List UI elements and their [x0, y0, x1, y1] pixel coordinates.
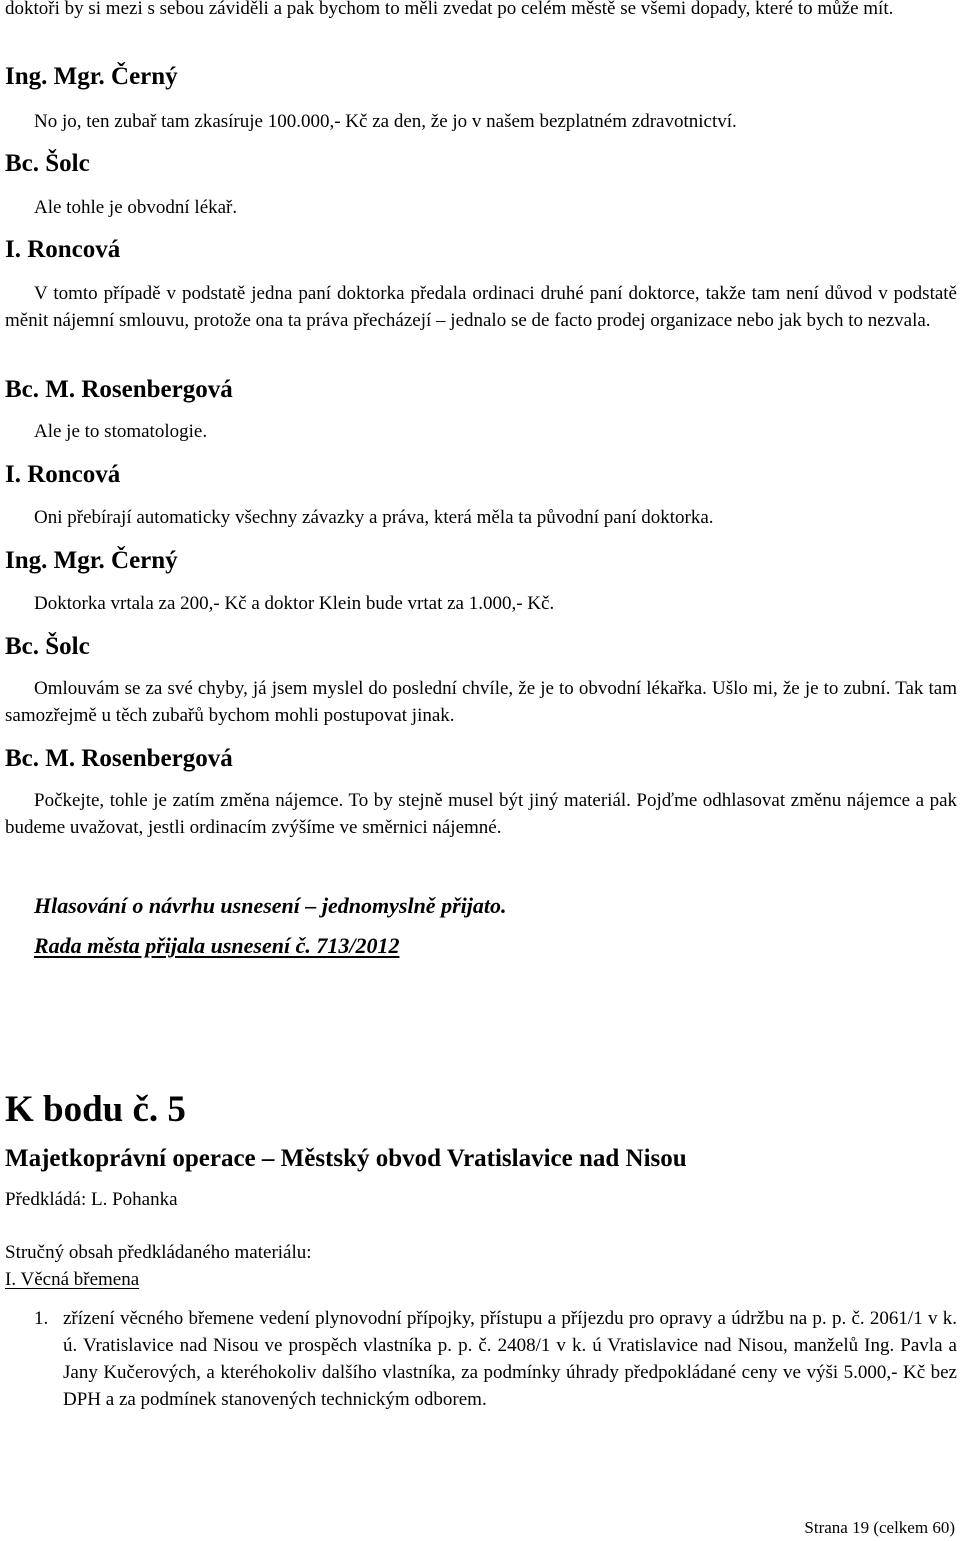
agenda-point-heading: K bodu č. 5 [5, 1089, 186, 1130]
speech-text: Počkejte, tohle je zatím změna nájemce. To by stejně musel být jiný materiál. Pojďme odhlasovat změnu nájemce a pak budeme uvažovat, jestli ordinacím zvýšíme ve směrnici nájemné. [5, 790, 957, 838]
list-item-number: 1. [34, 1308, 49, 1329]
presenter: Předkládá: L. Pohanka [5, 1189, 178, 1210]
speaker-name: I. Roncová [5, 461, 121, 488]
agenda-point-title: Majetkoprávní operace – Městský obvod Vratislavice nad Nisou [5, 1145, 687, 1172]
speaker-name: Ing. Mgr. Černý [5, 63, 178, 90]
speaker-name: Bc. Šolc [5, 150, 90, 177]
intro-paragraph: doktoři by si mezi s sebou závidělі a pak bychom to měli zvedat po celém městě se všemi dopady, které to může mít. [5, 0, 894, 19]
speaker-name: Bc. Šolc [5, 633, 90, 660]
speech-text: Ale je to stomatologie. [34, 421, 208, 442]
speaker-name: Ing. Mgr. Černý [5, 547, 178, 574]
resolution-number: Rada města přijala usnesení č. 713/2012 [34, 933, 400, 958]
page-number: Strana 19 (celkem 60) [804, 1518, 955, 1537]
speech-text: V tomto případě v podstatě jedna paní doktorka předala ordinaci druhé paní doktorce, takže tam není důvod v podstatě měnit nájemní smlouvu, protože ona ta práva přecházejí – jednalo se de facto prodej organizace nebo jak bych to nezvala. [5, 283, 957, 331]
speaker-name: Bc. M. Rosenbergová [5, 376, 233, 403]
list-item-text: zřízení věcného břemene vedení plynovodní přípojky, přístupu a příjezdu pro opravy a údržbu na p. p. č. 2061/1 v k. ú. Vratislavice nad Nisou ve prospěch vlastníka p. p. č. 2408/1 v k. ú Vratislavice nad Nisou, manželů Ing. Pavla a Jany Kučerových, a kteréhokoliv dalšího vlastníka, za podmínky úhrady předpokládané ceny ve výši 5.000,- Kč bez DPH a za podmínek stanovených technickým odborem. [63, 1308, 957, 1410]
speech-text: No jo, ten zubař tam zkasíruje 100.000,- Kč za den, že jo v našem bezplatném zdravotnictví. [34, 111, 737, 132]
speaker-name: Bc. M. Rosenbergová [5, 745, 233, 772]
speech-text: Ale tohle je obvodní lékař. [34, 197, 238, 218]
speech-text: Doktorka vrtala za 200,- Kč a doktor Klein bude vrtat za 1.000,- Kč. [34, 593, 555, 614]
summary-label: Stručný obsah předkládaného materiálu: [5, 1242, 312, 1263]
speech-text: Oni přebírají automaticky všechny závazky a práva, která měla ta původní paní doktorka. [34, 507, 714, 528]
speech-text: Omlouvám se za své chyby, já jsem myslel do poslední chvíle, že je to obvodní lékařka. Ušlo mi, že je to zubní. Tak tam samozřejmě u těch zubařů bychom mohli postupovat jinak. [5, 678, 957, 726]
speaker-name: I. Roncová [5, 236, 121, 263]
section-label: I. Věcná břemena [5, 1269, 140, 1290]
vote-result: Hlasování o návrhu usnesení – jednomyslně přijato. [34, 893, 507, 918]
